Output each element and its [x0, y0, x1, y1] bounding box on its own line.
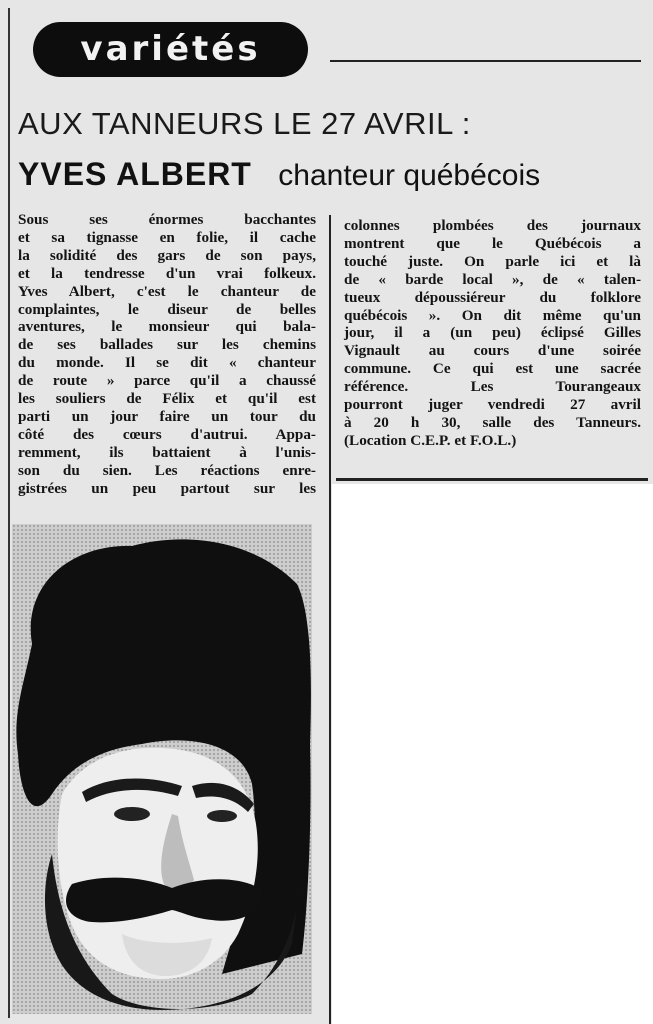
text-line: et sa tignasse en folie, il cache: [18, 228, 316, 246]
text-line: du monde. Il se dit « chanteur: [18, 354, 316, 372]
portrait-eye: [207, 810, 237, 822]
text-line: référence. Les Tourangeaux: [344, 378, 641, 396]
header-rule: [330, 60, 641, 62]
text-line: québécois ». On dit même qu'un: [344, 306, 641, 324]
text-line: gistrées un peu partout sur les: [18, 479, 316, 497]
text-line: côté des cœurs d'autrui. Appa-: [18, 425, 316, 443]
headline-artist-role: chanteur québécois: [278, 159, 541, 192]
text-line: jour, il a (un peu) éclipsé Gilles: [344, 324, 641, 342]
text-line: parti un jour faire un tour du: [18, 407, 316, 425]
portrait-eye: [114, 807, 150, 821]
article-column-1: [18, 211, 316, 498]
portrait-illustration: [12, 524, 312, 1014]
text-line: remment, ils battaient à l'unis-: [18, 443, 316, 461]
text-line: son du sien. Les réactions enre-: [18, 461, 316, 479]
article-column-2: [344, 217, 641, 450]
text-line: les souliers de Félix et qu'il est: [18, 390, 316, 408]
article-kicker: AUX TANNEURS LE 27 AVRIL :: [18, 106, 471, 141]
text-line: de route » parce qu'il a chaussé: [18, 372, 316, 390]
text-line: tueux dépoussiéreur du folklore: [344, 288, 641, 306]
blank-area: [332, 484, 653, 1024]
text-line: (Location C.E.P. et F.O.L.): [344, 431, 517, 449]
text-line: à 20 h 30, salle des Tanneurs.: [344, 413, 641, 431]
text-line: complaintes, le diseur de belles: [18, 300, 316, 318]
text-line: la solidité des gars de son pays,: [18, 246, 316, 264]
text-line: montrent que le Québécois a: [344, 234, 641, 252]
text-line: de ses ballades sur les chemins: [18, 336, 316, 354]
text-line: touché juste. On parle ici et là: [344, 252, 641, 270]
section-rubric-varietes: variétés: [33, 22, 308, 77]
text-line: pourront juger vendredi 27 avril: [344, 396, 641, 414]
text-line: et la tendresse d'un vrai folkeux.: [18, 264, 316, 282]
column-divider-rule: [329, 215, 331, 1024]
portrait-photo: [12, 524, 312, 1014]
text-line: Yves Albert, c'est le chanteur de: [18, 282, 316, 300]
headline-artist-name: YVES ALBERT: [18, 156, 252, 192]
text-line: Vignault au cours d'une soirée: [344, 342, 641, 360]
article-end-rule: [336, 478, 648, 481]
article-headline: [18, 156, 638, 193]
text-line: colonnes plombées des journaux: [344, 217, 641, 234]
text-line: aventures, le monsieur qui bala-: [18, 318, 316, 336]
text-line: Sous ses énormes bacchantes: [18, 211, 316, 228]
left-border-rule: [8, 8, 10, 1018]
text-line: de « barde local », de « talen-: [344, 270, 641, 288]
text-line: commune. Ce qui est une sacrée: [344, 360, 641, 378]
